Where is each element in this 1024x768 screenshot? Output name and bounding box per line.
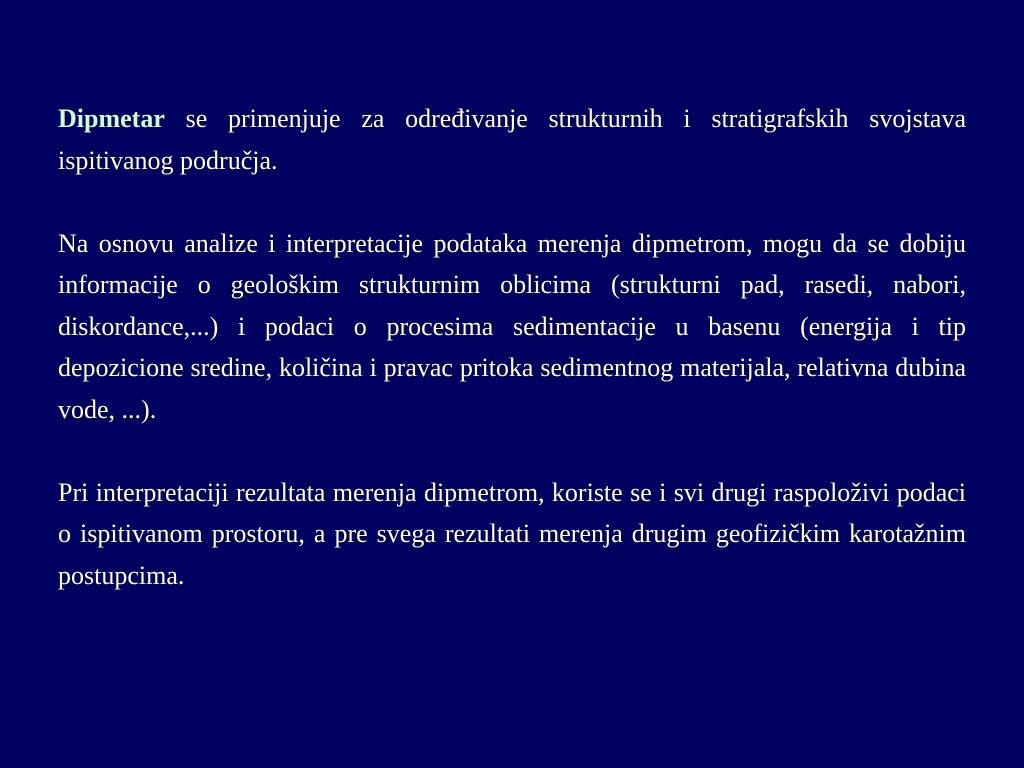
paragraph-dipmetar-definition — [58, 98, 966, 181]
paragraph-text: Pri interpretaciji rezultata merenja dipmetrom, koriste se i svi drugi raspoloživi podaci o ispitivanom prostoru, a pre svega rezultati merenja drugim geofizičkim karotažnim postupcima. — [58, 477, 966, 590]
term-dipmetar: Dipmetar — [58, 104, 165, 133]
paragraph-other-data — [58, 472, 966, 597]
paragraph-text: se primenjuje za određivanje strukturnih i stratigrafskih svojstava ispitivanog područja. — [58, 104, 966, 175]
slide-body — [58, 98, 966, 596]
paragraph-interpretation-info — [58, 223, 966, 431]
paragraph-text: Na osnovu analize i interpretacije podataka merenja dipmetrom, mogu da se dobiju informacije o geološkim strukturnim oblicima (strukturni pad, rasedi, nabori, diskordance,...) i podaci o procesima sedimentacije u basenu (energija i tip depozicione sredine, količina i pravac pritoka sedimentnog materijala, relativna dubina vode, ...). — [58, 228, 966, 424]
